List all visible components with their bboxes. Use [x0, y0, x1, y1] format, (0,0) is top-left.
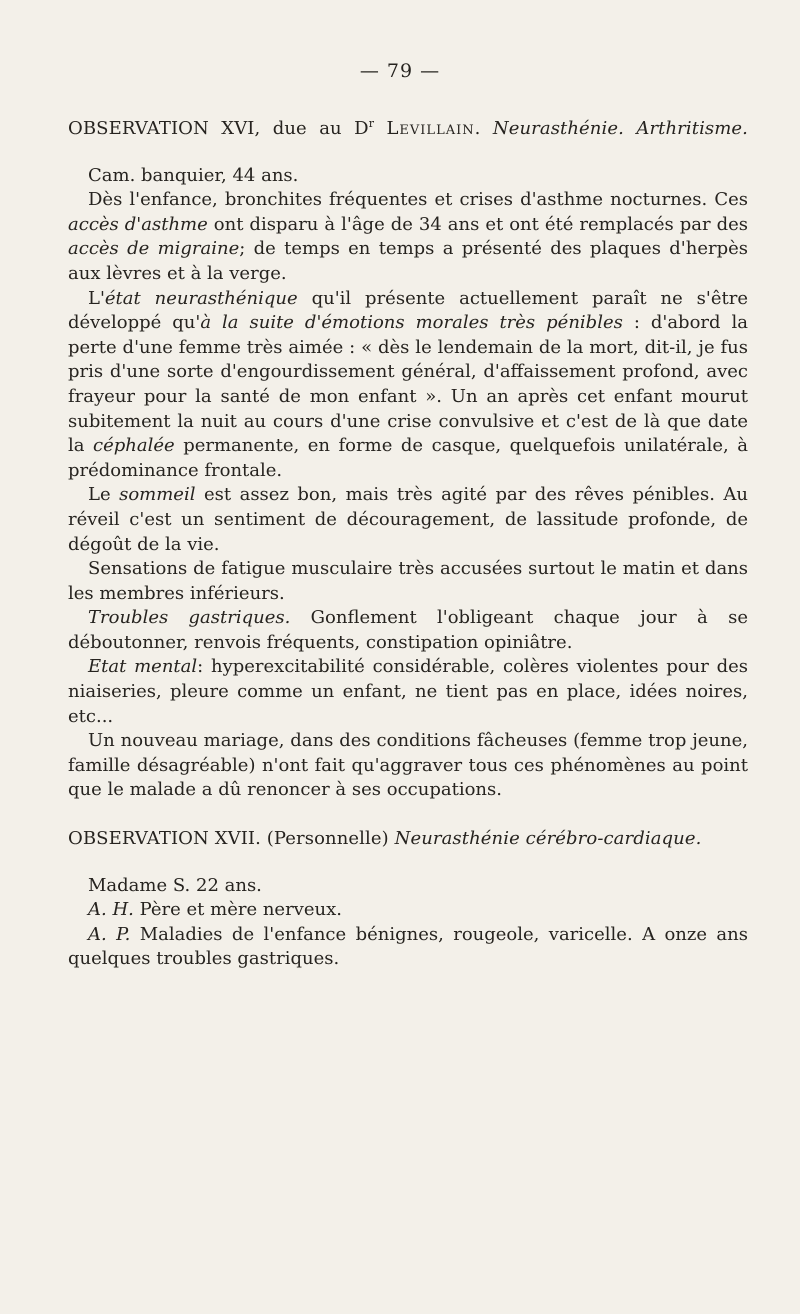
obs17-p3a: A. P.: [88, 923, 131, 945]
observation-16-heading: OBSERVATION XVI, due au $D^r$ Levillain. Neurasthénie. Arthritisme.: [68, 117, 748, 139]
obs16-sleep: [68, 483, 748, 557]
obs16-p2d: accès de migraine: [68, 238, 240, 260]
obs16-neurasthenic-state: [68, 287, 748, 484]
obs16-p6b: Gonflement l'obligeant chaque jour à se déboutonner, renvois fréquents, constipation opiniâtre.: [68, 607, 748, 653]
obs16-p3e: : d'abord la perte d'une femme très aimée : « dès le lendemain de la mort, dit-il, je fus pris d'une sorte d'engourdissement général, d'affaissement profond, avec frayeur pour la santé de mon enfant ». Un an après cet enfant mourut subitement la nuit au cours d'une crise convulsive et c'est de là que date la: [68, 312, 748, 457]
obs16-gastric: [68, 606, 748, 655]
obs16-p7b: : hyperexcitabilité considérable, colères violentes pour des niaiseries, pleure comme un enfant, ne tient pas en place, idées noires, etc...: [68, 656, 748, 727]
obs17-hereditary: [68, 898, 748, 923]
observation-17-title: Neurasthénie cérébro-cardiaque.: [394, 828, 702, 850]
obs16-marriage: Un nouveau mariage, dans des conditions fâcheuses (femme trop jeune, famille désagréable) n'ont fait qu'aggraver tous ces phénomènes au point que le malade a dû renoncer à ses occupations.: [68, 730, 748, 801]
obs17-p2b: Père et mère nerveux.: [133, 899, 342, 921]
obs16-p2e: ; de temps en temps a présenté des plaques d'herpès aux lèvres et à la verge.: [68, 238, 748, 284]
obs17-patient: Madame S. 22 ans.: [88, 874, 262, 896]
obs16-p4b: sommeil: [119, 484, 196, 506]
obs17-p2a: A. H.: [88, 899, 134, 921]
observation-16-title: Neurasthénie. Arthritisme.: [492, 118, 748, 139]
obs17-personal: [68, 923, 748, 972]
obs16-p3d: à la suite d'émotions morales très pénibles: [200, 312, 623, 334]
obs16-p3g: permanente, en forme de casque, quelquefois unilatérale, à prédominance frontale.: [68, 435, 748, 481]
observation-17-heading: [68, 827, 748, 852]
obs16-p2a: Dès l'enfance, bronchites fréquentes et crises d'asthme nocturnes. Ces: [88, 189, 748, 211]
observation-16-sup: r: [368, 117, 375, 130]
obs16-p3c: qu'il présente actuellement paraît ne s'être développé qu': [68, 287, 748, 334]
obs16-p2b: accès d'asthme: [68, 213, 208, 235]
obs16-fatigue: Sensations de fatigue musculaire très accusées surtout le matin et dans les membres inférieurs.: [68, 558, 748, 604]
obs16-p3b: état neurasthénique: [104, 287, 298, 309]
observation-16-author: Levillain: [386, 118, 475, 139]
obs16-p6a: Troubles gastriques.: [88, 607, 291, 629]
observation-17-label: OBSERVATION XVII. (Personnelle): [68, 828, 389, 850]
obs16-p4c: est assez bon, mais très agité par des rêves pénibles. Au réveil c'est un sentiment de découragement, de lassitude profonde, de dégoût de la vie.: [68, 484, 748, 555]
observation-16-label: OBSERVATION XVI, due au D: [68, 118, 369, 139]
obs16-p7a: Etat mental: [88, 656, 198, 678]
obs16-p2c: ont disparu à l'âge de 34 ans et ont été remplacés par des: [207, 213, 748, 235]
obs16-p3f: céphalée: [93, 435, 175, 457]
obs16-patient: Cam. banquier, 44 ans.: [88, 164, 299, 186]
obs16-p4a: Le: [88, 484, 120, 506]
obs16-antecedents: [68, 188, 748, 286]
obs16-mental-state: [68, 655, 748, 729]
text-body: [68, 112, 748, 972]
page-number: — 79 —: [359, 60, 441, 82]
obs16-p3a: L': [88, 287, 105, 309]
obs17-p3b: Maladies de l'enfance bénignes, rougeole, varicelle. A onze ans quelques troubles gastriques.: [68, 923, 748, 970]
